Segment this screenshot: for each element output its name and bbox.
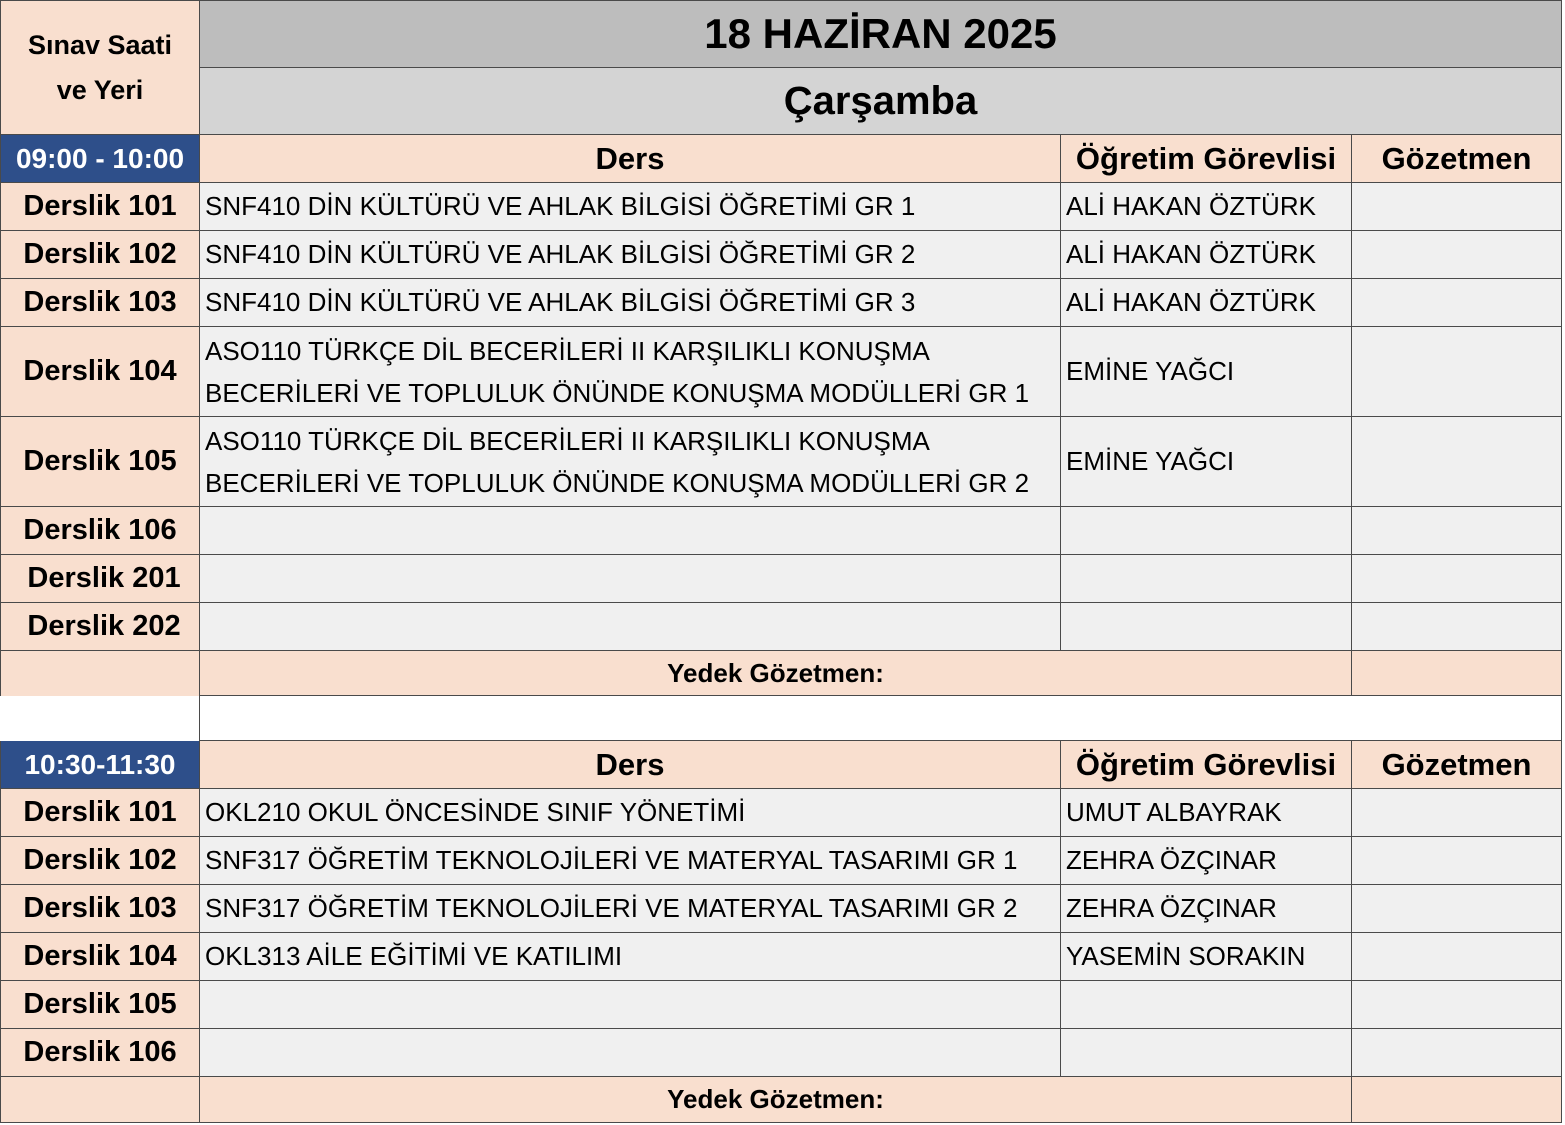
room-cell: Derslik 101 xyxy=(0,789,200,837)
instructor-cell: ZEHRA ÖZÇINAR xyxy=(1061,885,1352,933)
room-cell: Derslik 201 xyxy=(0,555,200,603)
instructor-cell xyxy=(1061,1029,1352,1077)
reserve-proctor-label: Yedek Gözetmen: xyxy=(200,651,1352,696)
course-cell: ASO110 TÜRKÇE DİL BECERİLERİ II KARŞILIKLI KONUŞMA BECERİLERİ VE TOPLULUK ÖNÜNDE KONUŞMA MODÜLLERİ GR 2 xyxy=(200,417,1061,507)
instructor-cell: EMİNE YAĞCI xyxy=(1061,327,1352,417)
room-cell: Derslik 105 xyxy=(0,417,200,507)
proctor-cell xyxy=(1352,933,1562,981)
instructor-cell: UMUT ALBAYRAK xyxy=(1061,789,1352,837)
room-cell: Derslik 106 xyxy=(0,1029,200,1077)
spacer-row-left xyxy=(0,696,200,741)
column-header-proctor: Gözetmen xyxy=(1352,135,1562,183)
course-cell: SNF410 DİN KÜLTÜRÜ VE AHLAK BİLGİSİ ÖĞRETİMİ GR 1 xyxy=(200,183,1061,231)
proctor-cell xyxy=(1352,981,1562,1029)
instructor-cell: ZEHRA ÖZÇINAR xyxy=(1061,837,1352,885)
proctor-cell xyxy=(1352,183,1562,231)
course-cell: OKL210 OKUL ÖNCESİNDE SINIF YÖNETİMİ xyxy=(200,789,1061,837)
course-cell: SNF317 ÖĞRETİM TEKNOLOJİLERİ VE MATERYAL TASARIMI GR 1 xyxy=(200,837,1061,885)
day-header: Çarşamba xyxy=(200,68,1562,135)
proctor-cell xyxy=(1352,327,1562,417)
course-cell xyxy=(200,555,1061,603)
instructor-cell: YASEMİN SORAKIN xyxy=(1061,933,1352,981)
proctor-cell xyxy=(1352,1029,1562,1077)
session-time-1: 09:00 - 10:00 xyxy=(0,135,200,183)
instructor-cell xyxy=(1061,981,1352,1029)
session-time-2: 10:30-11:30 xyxy=(0,741,200,789)
course-cell xyxy=(200,1029,1061,1077)
corner-header-line1: Sınav Saati xyxy=(27,29,173,60)
proctor-cell xyxy=(1352,279,1562,327)
date-header: 18 HAZİRAN 2025 xyxy=(200,0,1562,68)
proctor-cell xyxy=(1352,885,1562,933)
column-header-instructor: Öğretim Görevlisi xyxy=(1061,135,1352,183)
course-cell: OKL313 AİLE EĞİTİMİ VE KATILIMI xyxy=(200,933,1061,981)
proctor-cell xyxy=(1352,417,1562,507)
room-cell: Derslik 202 xyxy=(0,603,200,651)
reserve-spacer-cell xyxy=(0,651,200,696)
column-header-instructor: Öğretim Görevlisi xyxy=(1061,741,1352,789)
corner-header-cell xyxy=(0,0,200,135)
course-cell xyxy=(200,603,1061,651)
proctor-cell xyxy=(1352,507,1562,555)
proctor-cell xyxy=(1352,789,1562,837)
room-cell: Derslik 103 xyxy=(0,279,200,327)
room-cell: Derslik 101 xyxy=(0,183,200,231)
room-cell: Derslik 102 xyxy=(0,837,200,885)
course-cell: SNF410 DİN KÜLTÜRÜ VE AHLAK BİLGİSİ ÖĞRETİMİ GR 2 xyxy=(200,231,1061,279)
instructor-cell xyxy=(1061,603,1352,651)
course-cell: ASO110 TÜRKÇE DİL BECERİLERİ II KARŞILIKLI KONUŞMA BECERİLERİ VE TOPLULUK ÖNÜNDE KONUŞMA MODÜLLERİ GR 1 xyxy=(200,327,1061,417)
room-cell: Derslik 104 xyxy=(0,933,200,981)
instructor-cell: ALİ HAKAN ÖZTÜRK xyxy=(1061,279,1352,327)
course-cell: SNF317 ÖĞRETİM TEKNOLOJİLERİ VE MATERYAL TASARIMI GR 2 xyxy=(200,885,1061,933)
column-header-course: Ders xyxy=(200,135,1061,183)
course-cell xyxy=(200,981,1061,1029)
proctor-cell xyxy=(1352,555,1562,603)
reserve-proctor-label: Yedek Gözetmen: xyxy=(200,1077,1352,1123)
proctor-cell xyxy=(1352,837,1562,885)
course-cell: SNF410 DİN KÜLTÜRÜ VE AHLAK BİLGİSİ ÖĞRETİMİ GR 3 xyxy=(200,279,1061,327)
column-header-course: Ders xyxy=(200,741,1061,789)
reserve-proctor-value xyxy=(1352,1077,1562,1123)
room-cell: Derslik 105 xyxy=(0,981,200,1029)
reserve-spacer-cell xyxy=(0,1077,200,1123)
instructor-cell xyxy=(1061,555,1352,603)
proctor-cell xyxy=(1352,231,1562,279)
instructor-cell xyxy=(1061,507,1352,555)
instructor-cell: ALİ HAKAN ÖZTÜRK xyxy=(1061,231,1352,279)
spacer-row-right xyxy=(200,696,1562,741)
instructor-cell: EMİNE YAĞCI xyxy=(1061,417,1352,507)
proctor-cell xyxy=(1352,603,1562,651)
room-cell: Derslik 106 xyxy=(0,507,200,555)
room-cell: Derslik 104 xyxy=(0,327,200,417)
room-cell: Derslik 102 xyxy=(0,231,200,279)
course-cell xyxy=(200,507,1061,555)
room-cell: Derslik 103 xyxy=(0,885,200,933)
column-header-proctor: Gözetmen xyxy=(1352,741,1562,789)
instructor-cell: ALİ HAKAN ÖZTÜRK xyxy=(1061,183,1352,231)
reserve-proctor-value xyxy=(1352,651,1562,696)
corner-header-line2: ve Yeri xyxy=(56,74,144,105)
